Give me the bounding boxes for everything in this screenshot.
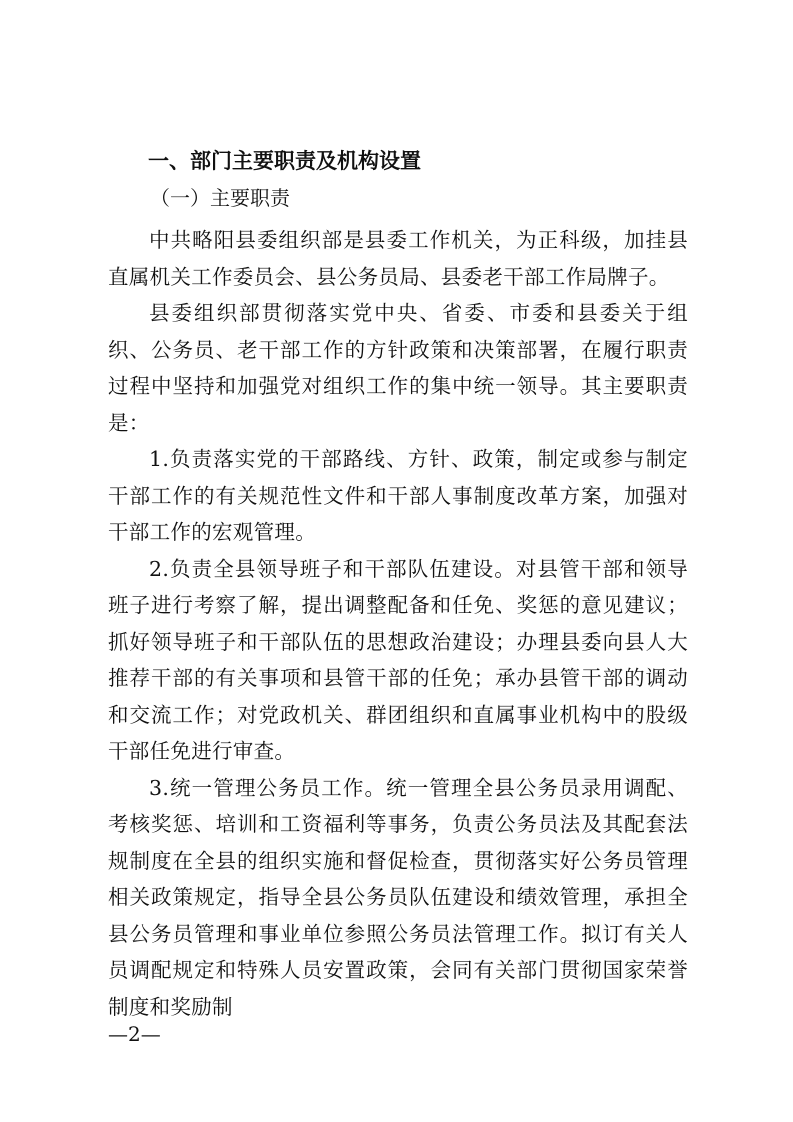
paragraph: 3.统一管理公务员工作。统一管理全县公务员录用调配、考核奖惩、培训和工资福利等事务，负责公务员法及其配套法规制度在全县的组织实施和督促检查，贯彻落实好公务员管理相关政策规定，指导全县公务员队伍建设和绩效管理，承担全县公务员管理和事业单位参照公务员法管理工作。拟订有关人员调配规定和特殊人员安置政策，会同有关部门贯彻国家荣誉制度和奖励制 <box>108 775 688 1019</box>
section-heading: 一、部门主要职责及机构设置 <box>148 149 421 173</box>
page-number: —2— <box>108 1022 161 1046</box>
paragraph: 2.负责全县领导班子和干部队伍建设。对县管干部和领导班子进行考察了解，提出调整配备和任免、奖惩的意见建议；抓好领导班子和干部队伍的思想政治建设；办理县委向县人大推荐干部的有关事项和县管干部的任免；承办县管干部的调动和交流工作；对党政机关、群团组织和直属事业机构中的股级干部任免进行审查。 <box>108 556 688 763</box>
body-text <box>108 222 688 1025</box>
paragraph: 1.负责落实党的干部路线、方针、政策，制定或参与制定干部工作的有关规范性文件和干部人事制度改革方案，加强对干部工作的宏观管理。 <box>108 447 688 544</box>
paragraph: 中共略阳县委组织部是县委工作机关，为正科级，加挂县直属机关工作委员会、县公务员局、县委老干部工作局牌子。 <box>108 228 688 289</box>
paragraph: 县委组织部贯彻落实党中央、省委、市委和县委关于组织、公务员、老干部工作的方针政策和决策部署，在履行职责过程中坚持和加强党对组织工作的集中统一领导。其主要职责是： <box>108 301 688 435</box>
subsection-heading: （一）主要职责 <box>150 186 290 210</box>
